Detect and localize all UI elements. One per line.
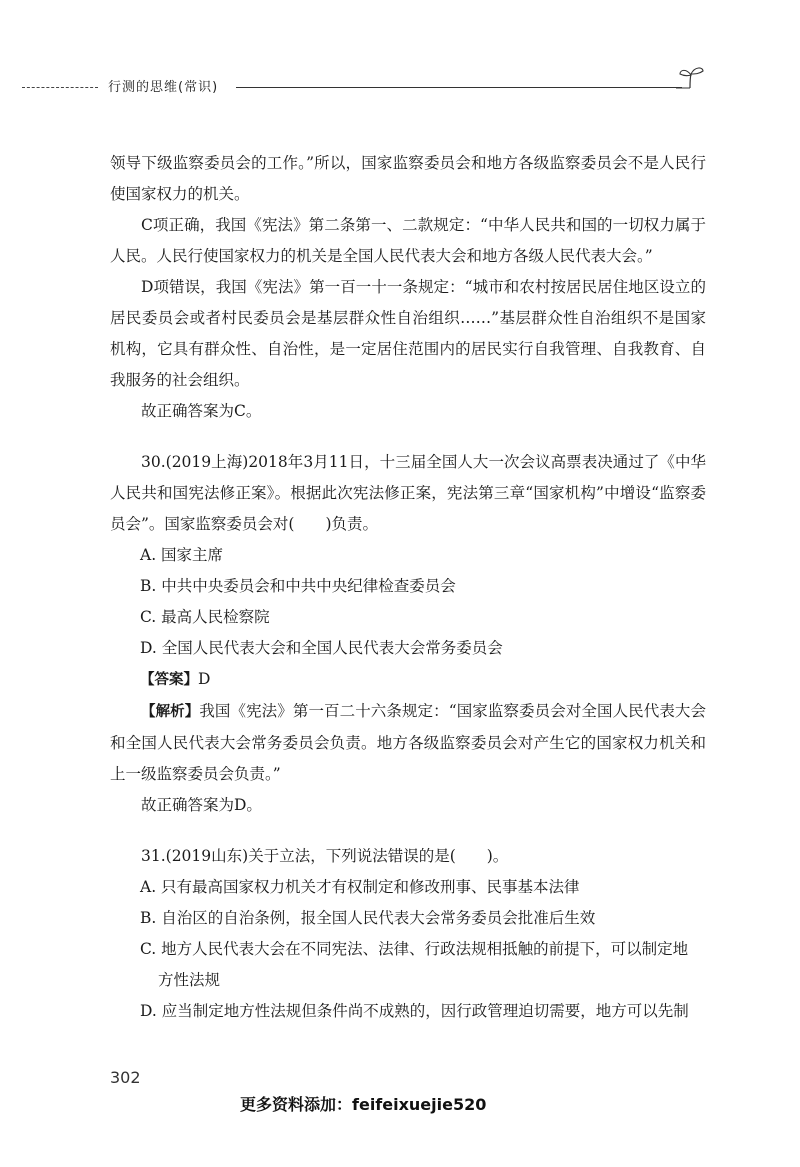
q30-conclusion: 故正确答案为D。 <box>141 796 262 814</box>
header-rule-left <box>22 87 98 88</box>
prev-conclusion: 故正确答案为C。 <box>141 402 262 420</box>
q30-option-a: A. 国家主席 <box>140 546 224 564</box>
answer-label: 【答案】 <box>140 672 198 688</box>
q30-answer <box>110 664 706 696</box>
answer-value: D <box>198 670 211 688</box>
q30-analysis <box>110 696 706 790</box>
page-body <box>110 148 706 1027</box>
analysis-label: 【解析】 <box>141 704 200 720</box>
page-number: 302 <box>110 1068 141 1087</box>
header-title: 行测的思维(常识) <box>108 80 219 95</box>
q30-stem: 30.(2019上海)2018年3月11日，十三届全国人大一次会议高票表决通过了《中华人民共和国宪法修正案》。根据此次宪法修正案，宪法第三章“国家机构”中增设“监察委员会”。国家监察委员会对( )负责。 <box>110 453 706 533</box>
q31-option-c-line1: C. 地方人民代表大会在不同宪法、法律、行政法规相抵触的前提下，可以制定地 <box>140 940 689 958</box>
q31-stem: 31.(2019山东)关于立法，下列说法错误的是( )。 <box>141 847 509 865</box>
prev-explanation-p1: 领导下级监察委员会的工作。”所以，国家监察委员会和地方各级监察委员会不是人民行使国家权力的机关。 <box>110 154 706 203</box>
prev-explanation-p3: D项错误，我国《宪法》第一百一十一条规定：“城市和农村按居民居住地区设立的居民委员会或者村民委员会是基层群众性自治组织……”基层群众性自治组织不是国家机构，它具有群众性、自治性，是一定居住范围内的居民实行自我管理、自我教育、自我服务的社会组织。 <box>110 278 706 389</box>
q31-option-b: B. 自治区的自治条例，报全国人民代表大会常务委员会批准后生效 <box>140 909 596 927</box>
q31-option-d: D. 应当制定地方性法规但条件尚不成熟的，因行政管理迫切需要，地方可以先制 <box>140 1002 689 1020</box>
q31-option-c <box>110 934 706 996</box>
header-rule-right <box>236 87 682 88</box>
running-header <box>0 70 800 102</box>
prev-explanation-p2: C项正确，我国《宪法》第二条第一、二款规定：“中华人民共和国的一切权力属于人民。人民行使国家权力的机关是全国人民代表大会和地方各级人民代表大会。” <box>110 216 706 265</box>
q31-option-c-line2: 方性法规 <box>158 971 221 989</box>
q30-option-b: B. 中共中央委员会和中共中央纪律检查委员会 <box>140 577 456 595</box>
analysis-text: 我国《宪法》第一百二十六条规定：“国家监察委员会对全国人民代表大会和全国人民代表大会常务委员会负责。地方各级监察委员会对产生它的国家权力机关和上一级监察委员会负责。” <box>110 702 706 783</box>
q31-option-a: A. 只有最高国家权力机关才有权制定和修改刑事、民事基本法律 <box>140 878 580 896</box>
q30-option-c: C. 最高人民检察院 <box>140 608 270 626</box>
sprout-icon <box>676 64 706 92</box>
q30-option-d: D. 全国人民代表大会和全国人民代表大会常务委员会 <box>140 639 503 657</box>
footer-note: 更多资料添加：feifeixuejie520 <box>240 1095 487 1114</box>
